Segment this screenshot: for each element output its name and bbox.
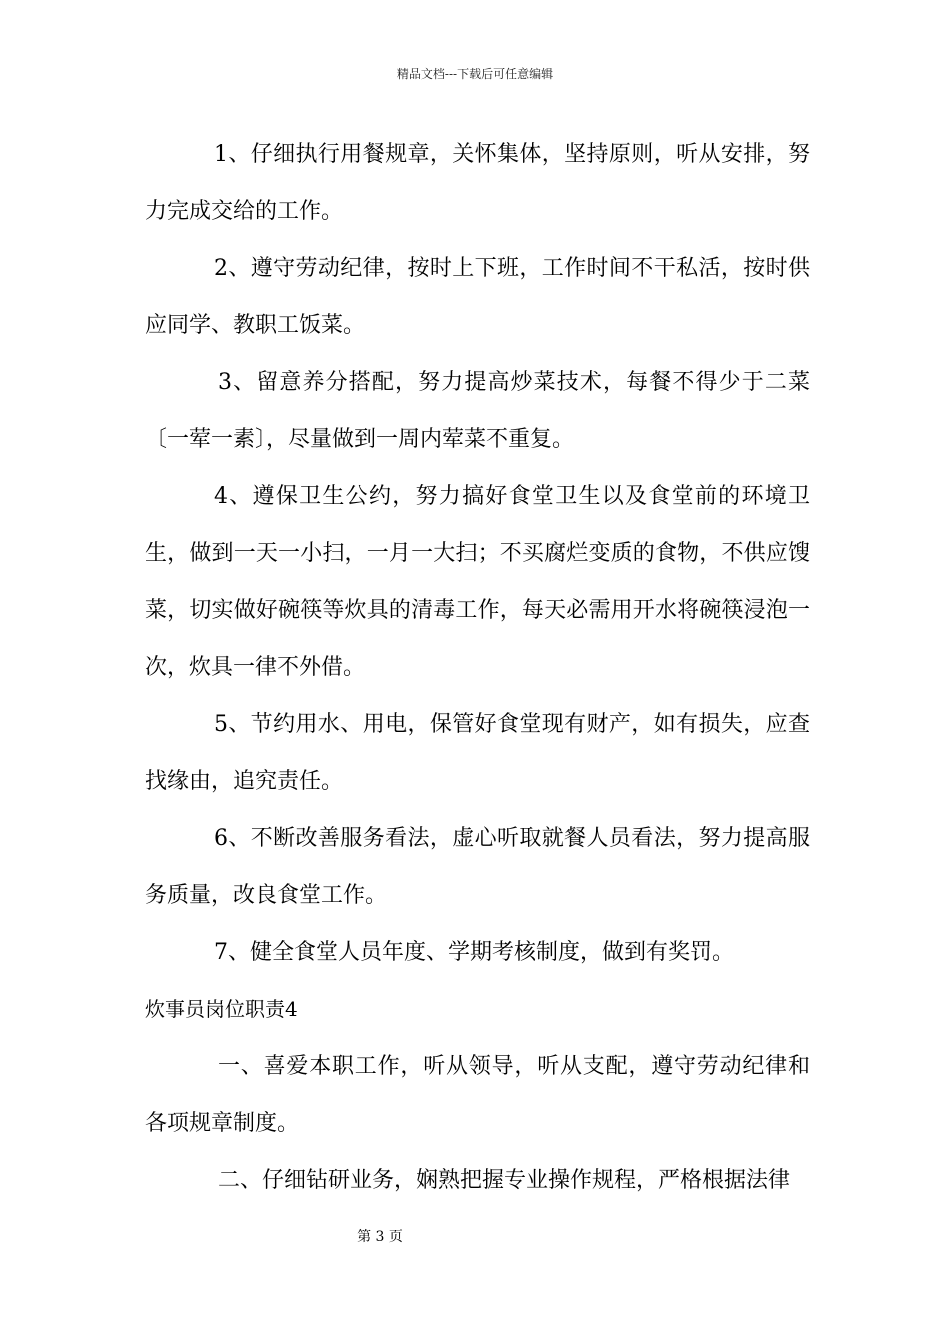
paragraph-rule-7: 7、健全食堂人员年度、学期考核制度，做到有奖罚。 xyxy=(214,940,734,965)
page-number: 第 3 页 xyxy=(357,1229,403,1245)
paragraph-rule-5: 5、节约用水、用电，保管好食堂现有财产，如有损失，应查找缘由，追究责任。 xyxy=(145,712,810,794)
section-heading: 炊事员岗位职责4 xyxy=(145,997,298,1021)
section-paragraph-1: 一、喜爱本职工作，听从领导，听从支配，遵守劳动纪律和各项规章制度。 xyxy=(145,1054,810,1136)
page-header: 精品文档---下载后可任意编辑 xyxy=(396,67,554,81)
paragraph-rule-3: 3、留意养分搭配，努力提高炒菜技术，每餐不得少于二菜〔一荤一素〕，尽量做到一周内荤菜不重复。 xyxy=(145,370,810,452)
document-body xyxy=(145,126,810,1209)
paragraph-rule-6: 6、不断改善服务看法，虚心听取就餐人员看法，努力提高服务质量，改良食堂工作。 xyxy=(145,826,810,908)
paragraph-rule-4: 4、遵保卫生公约，努力搞好食堂卫生以及食堂前的环境卫生，做到一天一小扫，一月一大扫；不买腐烂变质的食物，不供应馊菜，切实做好碗筷等炊具的清毒工作，每天必需用开水将碗筷浸泡一次，炊具一律不外借。 xyxy=(145,484,810,680)
paragraph-rule-1: 1、仔细执行用餐规章，关怀集体，坚持原则，听从安排，努力完成交给的工作。 xyxy=(145,142,810,224)
section-paragraph-2: 二、仔细钻研业务，娴熟把握专业操作规程，严格根据法律 xyxy=(218,1168,791,1193)
paragraph-rule-2: 2、遵守劳动纪律，按时上下班，工作时间不干私活，按时供应同学、教职工饭菜。 xyxy=(145,256,810,338)
